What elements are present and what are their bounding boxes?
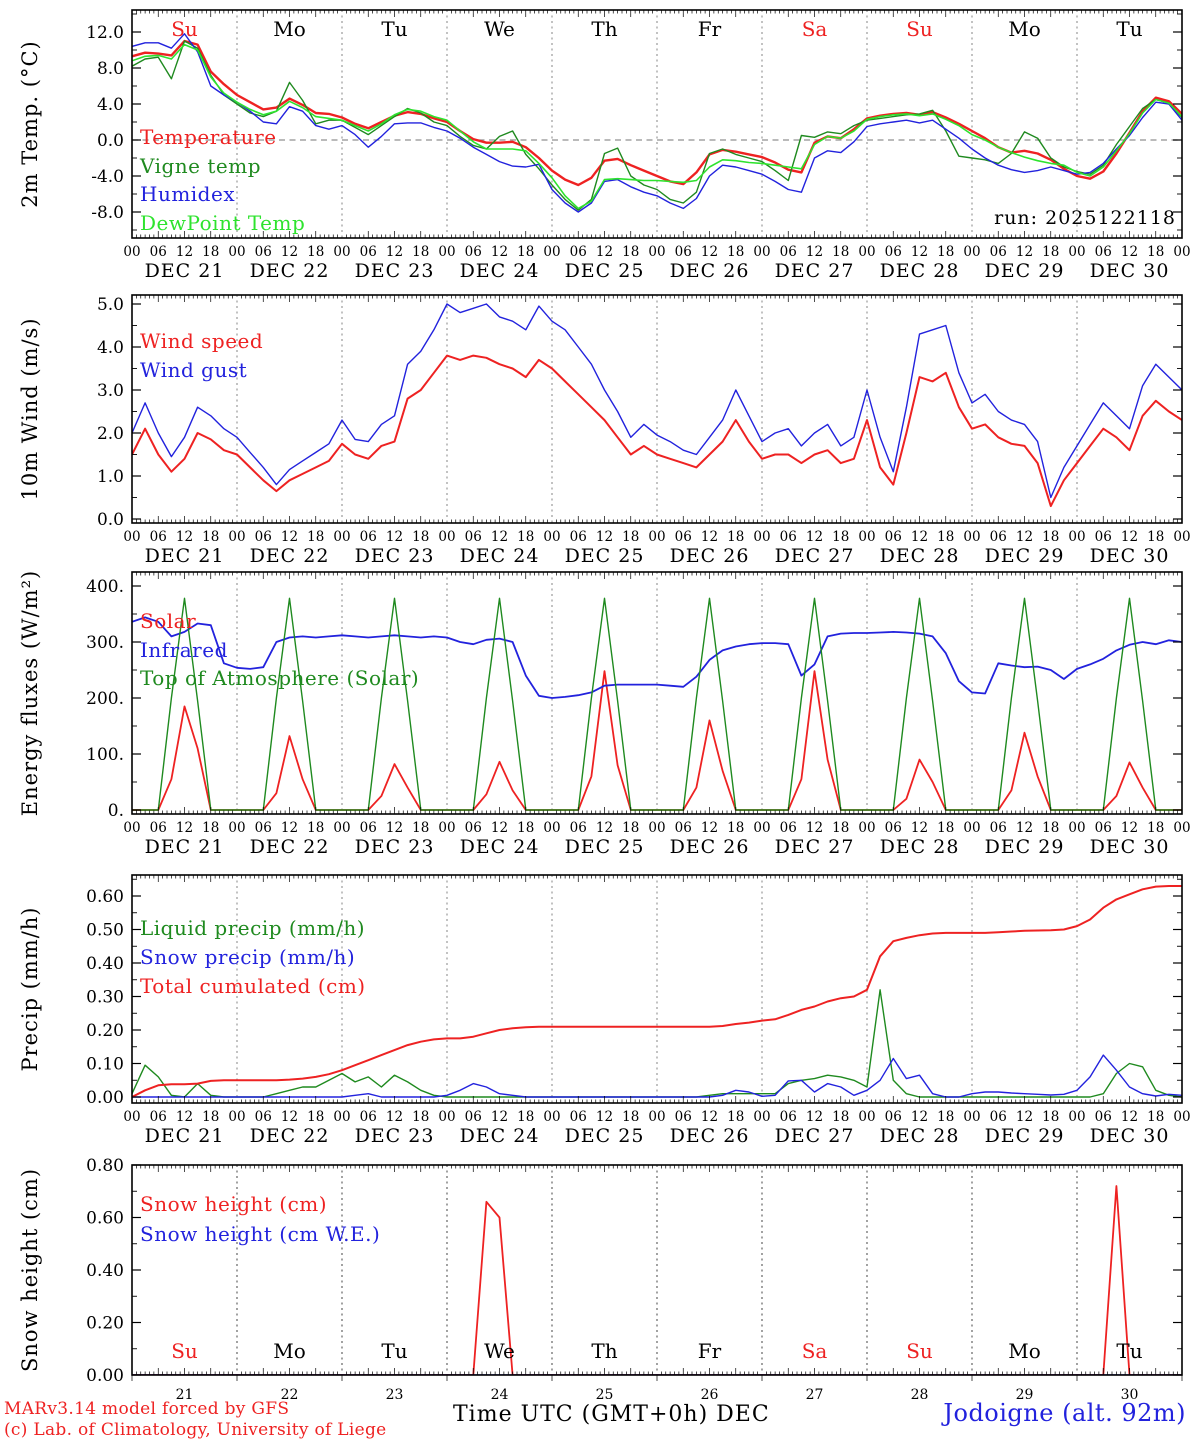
- svg-text:DEC 28: DEC 28: [879, 1125, 960, 1147]
- precip-axis-title: Precip (mm/h): [18, 906, 42, 1072]
- solar-line: [132, 671, 1182, 810]
- weekday-label: Sa: [801, 1339, 828, 1363]
- svg-text:0.60: 0.60: [86, 887, 124, 907]
- svg-text:06: 06: [779, 1109, 797, 1125]
- svg-text:DEC 24: DEC 24: [459, 545, 540, 567]
- wind-axis-title: 10m Wind (m/s): [18, 317, 42, 501]
- svg-text:12: 12: [385, 244, 404, 260]
- svg-text:12: 12: [280, 244, 299, 260]
- y-ticks: [86, 14, 1182, 230]
- day-number-label: 30: [1120, 1387, 1139, 1403]
- svg-text:06: 06: [884, 529, 902, 545]
- svg-text:DEC 29: DEC 29: [984, 1125, 1065, 1147]
- svg-text:06: 06: [149, 244, 167, 260]
- svg-text:DEC 29: DEC 29: [984, 545, 1065, 567]
- svg-text:DEC 29: DEC 29: [984, 836, 1065, 858]
- svg-text:00: 00: [543, 244, 561, 260]
- svg-text:12: 12: [700, 529, 719, 545]
- svg-text:06: 06: [1094, 820, 1112, 836]
- run-timestamp: run: 2025122118: [994, 207, 1176, 229]
- svg-text:0.40: 0.40: [86, 1261, 124, 1281]
- svg-text:00: 00: [228, 244, 246, 260]
- svg-text:00: 00: [1068, 820, 1086, 836]
- weekday-label: Sa: [801, 17, 828, 41]
- legend-total-cumulated: Total cumulated (cm): [140, 974, 366, 998]
- weekday-label: Su: [906, 17, 933, 41]
- time-axis-title: Time UTC (GMT+0h) DEC: [453, 1402, 770, 1427]
- svg-text:12: 12: [1015, 1109, 1034, 1125]
- svg-text:00: 00: [123, 820, 141, 836]
- svg-text:06: 06: [569, 244, 587, 260]
- weekday-label: Mo: [1008, 1339, 1041, 1363]
- svg-text:0.50: 0.50: [86, 920, 124, 941]
- svg-text:00: 00: [753, 244, 771, 260]
- svg-text:18: 18: [1042, 244, 1060, 260]
- panel-2: [86, 572, 1190, 858]
- svg-text:00: 00: [753, 529, 771, 545]
- svg-text:12: 12: [490, 529, 509, 545]
- svg-text:00: 00: [648, 1109, 666, 1125]
- svg-text:DEC 24: DEC 24: [459, 260, 540, 282]
- svg-text:DEC 22: DEC 22: [249, 545, 330, 567]
- svg-text:00: 00: [333, 820, 351, 836]
- svg-text:18: 18: [412, 820, 430, 836]
- svg-text:2.0: 2.0: [96, 424, 124, 444]
- svg-text:06: 06: [359, 820, 377, 836]
- svg-text:12: 12: [1120, 244, 1139, 260]
- svg-text:-4.0: -4.0: [91, 167, 124, 187]
- svg-text:DEC 21: DEC 21: [144, 1125, 225, 1147]
- svg-text:18: 18: [412, 529, 430, 545]
- weekday-label: Fr: [697, 17, 722, 41]
- svg-text:DEC 28: DEC 28: [879, 260, 960, 282]
- svg-text:06: 06: [464, 820, 482, 836]
- day-number-label: 28: [910, 1387, 929, 1403]
- svg-text:DEC 27: DEC 27: [774, 545, 855, 567]
- svg-text:18: 18: [1147, 529, 1165, 545]
- svg-text:18: 18: [727, 1109, 745, 1125]
- svg-text:18: 18: [517, 529, 535, 545]
- svg-text:18: 18: [1042, 820, 1060, 836]
- svg-text:18: 18: [622, 820, 640, 836]
- svg-text:DEC 25: DEC 25: [564, 1125, 645, 1147]
- svg-text:18: 18: [307, 1109, 325, 1125]
- day-number-label: 27: [805, 1387, 824, 1403]
- weekday-label: Mo: [273, 1339, 306, 1363]
- svg-text:06: 06: [359, 529, 377, 545]
- svg-text:18: 18: [622, 529, 640, 545]
- svg-text:18: 18: [307, 244, 325, 260]
- svg-text:1.0: 1.0: [96, 467, 124, 487]
- svg-text:DEC 26: DEC 26: [669, 260, 750, 282]
- svg-text:12: 12: [490, 244, 509, 260]
- svg-text:18: 18: [1042, 529, 1060, 545]
- svg-text:18: 18: [202, 529, 220, 545]
- svg-text:00: 00: [123, 244, 141, 260]
- svg-text:4.0: 4.0: [96, 338, 124, 358]
- svg-text:18: 18: [307, 529, 325, 545]
- svg-text:12: 12: [700, 244, 719, 260]
- svg-text:0.40: 0.40: [86, 954, 124, 974]
- svg-text:18: 18: [412, 244, 430, 260]
- svg-text:06: 06: [149, 529, 167, 545]
- legend-snow-precip: Snow precip (mm/h): [140, 945, 356, 969]
- svg-text:00: 00: [648, 820, 666, 836]
- svg-text:8.0: 8.0: [96, 59, 124, 79]
- svg-text:18: 18: [832, 244, 850, 260]
- svg-text:DEC 25: DEC 25: [564, 836, 645, 858]
- svg-text:00: 00: [963, 1109, 981, 1125]
- svg-text:06: 06: [149, 1109, 167, 1125]
- svg-text:0.10: 0.10: [86, 1054, 124, 1075]
- svg-text:DEC 30: DEC 30: [1089, 836, 1170, 858]
- svg-text:06: 06: [569, 529, 587, 545]
- temperature-line: [132, 41, 1182, 185]
- svg-text:12: 12: [700, 1109, 719, 1125]
- svg-text:DEC 21: DEC 21: [144, 260, 225, 282]
- svg-text:18: 18: [832, 529, 850, 545]
- svg-text:00: 00: [858, 820, 876, 836]
- svg-text:DEC 27: DEC 27: [774, 1125, 855, 1147]
- svg-text:12: 12: [490, 1109, 509, 1125]
- weekday-label: Fr: [697, 1339, 722, 1363]
- svg-text:00: 00: [228, 529, 246, 545]
- legend-vigne-temp: Vigne temp: [140, 154, 262, 178]
- svg-text:06: 06: [254, 1109, 272, 1125]
- svg-text:18: 18: [307, 820, 325, 836]
- svg-text:18: 18: [1147, 244, 1165, 260]
- svg-text:0.60: 0.60: [86, 1208, 124, 1229]
- svg-text:00: 00: [1068, 244, 1086, 260]
- weekday-label: Tu: [381, 1339, 408, 1363]
- svg-text:18: 18: [202, 820, 220, 836]
- svg-text:06: 06: [779, 244, 797, 260]
- weekday-label: Mo: [273, 17, 306, 41]
- svg-text:DEC 23: DEC 23: [354, 260, 435, 282]
- legend-toa-solar: Top of Atmosphere (Solar): [140, 666, 420, 690]
- svg-text:18: 18: [202, 1109, 220, 1125]
- svg-text:DEC 24: DEC 24: [459, 1125, 540, 1147]
- legend-snow-height-we: Snow height (cm W.E.): [140, 1222, 381, 1246]
- svg-text:12: 12: [1120, 820, 1139, 836]
- svg-text:06: 06: [884, 820, 902, 836]
- svg-text:DEC 30: DEC 30: [1089, 260, 1170, 282]
- svg-text:18: 18: [622, 1109, 640, 1125]
- svg-text:00: 00: [438, 244, 456, 260]
- svg-text:0.0: 0.0: [96, 131, 124, 151]
- day-number-label: 23: [385, 1387, 404, 1403]
- svg-text:DEC 25: DEC 25: [564, 260, 645, 282]
- svg-text:DEC 30: DEC 30: [1089, 1125, 1170, 1147]
- svg-text:12: 12: [175, 1109, 194, 1125]
- svg-text:0.: 0.: [107, 801, 124, 821]
- temp-axis-title: 2m Temp. (°C): [18, 40, 42, 208]
- svg-text:00: 00: [1068, 529, 1086, 545]
- svg-text:00: 00: [543, 1109, 561, 1125]
- day-number-label: 25: [595, 1387, 614, 1403]
- svg-text:00: 00: [1173, 244, 1191, 260]
- svg-text:18: 18: [727, 529, 745, 545]
- svg-text:18: 18: [832, 1109, 850, 1125]
- x-tick-labels: [123, 820, 1190, 858]
- svg-text:18: 18: [937, 820, 955, 836]
- svg-text:DEC 27: DEC 27: [774, 260, 855, 282]
- svg-text:06: 06: [674, 820, 692, 836]
- svg-text:18: 18: [202, 244, 220, 260]
- svg-text:18: 18: [937, 244, 955, 260]
- svg-text:06: 06: [254, 820, 272, 836]
- svg-text:12: 12: [595, 820, 614, 836]
- svg-text:06: 06: [569, 1109, 587, 1125]
- svg-text:00: 00: [438, 1109, 456, 1125]
- legend-wind-speed: Wind speed: [140, 329, 264, 353]
- svg-text:DEC 28: DEC 28: [879, 545, 960, 567]
- svg-text:00: 00: [543, 529, 561, 545]
- y-ticks: [86, 577, 1182, 821]
- svg-text:06: 06: [674, 529, 692, 545]
- weekday-label: Th: [591, 1339, 618, 1363]
- svg-text:DEC 26: DEC 26: [669, 1125, 750, 1147]
- svg-text:12: 12: [910, 820, 929, 836]
- liquid-precip-mm-h-line: [132, 990, 1182, 1097]
- svg-text:12: 12: [280, 1109, 299, 1125]
- svg-text:DEC 26: DEC 26: [669, 836, 750, 858]
- svg-text:06: 06: [989, 820, 1007, 836]
- svg-text:18: 18: [412, 1109, 430, 1125]
- svg-text:12: 12: [385, 820, 404, 836]
- svg-text:06: 06: [359, 244, 377, 260]
- legend-humidex: Humidex: [140, 182, 236, 206]
- svg-text:DEC 22: DEC 22: [249, 260, 330, 282]
- day-number-label: 22: [280, 1387, 299, 1403]
- svg-text:DEC 26: DEC 26: [669, 545, 750, 567]
- svg-text:00: 00: [648, 529, 666, 545]
- svg-text:18: 18: [622, 244, 640, 260]
- svg-text:00: 00: [228, 820, 246, 836]
- svg-text:12: 12: [805, 244, 824, 260]
- svg-text:300.: 300.: [86, 633, 124, 653]
- svg-text:12: 12: [910, 1109, 929, 1125]
- svg-text:12: 12: [280, 529, 299, 545]
- svg-text:06: 06: [149, 820, 167, 836]
- svg-text:00: 00: [858, 244, 876, 260]
- svg-text:06: 06: [779, 529, 797, 545]
- svg-text:0.00: 0.00: [86, 1088, 124, 1108]
- svg-text:00: 00: [858, 1109, 876, 1125]
- legend-wind-gust: Wind gust: [140, 358, 248, 382]
- svg-text:18: 18: [937, 1109, 955, 1125]
- svg-text:06: 06: [254, 244, 272, 260]
- svg-text:DEC 27: DEC 27: [774, 836, 855, 858]
- svg-text:DEC 30: DEC 30: [1089, 545, 1170, 567]
- x-tick-labels: [123, 1109, 1190, 1147]
- svg-text:06: 06: [884, 1109, 902, 1125]
- svg-text:00: 00: [963, 244, 981, 260]
- svg-text:12: 12: [175, 244, 194, 260]
- svg-text:00: 00: [228, 1109, 246, 1125]
- svg-text:00: 00: [438, 820, 456, 836]
- svg-text:06: 06: [989, 529, 1007, 545]
- weekday-label: Tu: [1116, 1339, 1143, 1363]
- svg-text:18: 18: [1042, 1109, 1060, 1125]
- svg-text:06: 06: [1094, 1109, 1112, 1125]
- snow-axis-title: Snow height (cm): [18, 1167, 42, 1373]
- lab-credit-line: (c) Lab. of Climatology, University of Liege: [4, 1420, 387, 1440]
- day-number-label: 26: [700, 1387, 719, 1403]
- weekday-label: Tu: [1116, 17, 1143, 41]
- svg-text:12: 12: [805, 529, 824, 545]
- svg-text:06: 06: [674, 244, 692, 260]
- legend-dewpoint-temp: DewPoint Temp: [140, 211, 306, 235]
- svg-text:00: 00: [333, 529, 351, 545]
- svg-text:00: 00: [1068, 1109, 1086, 1125]
- weekday-label: Tu: [381, 17, 408, 41]
- svg-text:DEC 23: DEC 23: [354, 836, 435, 858]
- svg-text:06: 06: [464, 244, 482, 260]
- svg-text:18: 18: [517, 1109, 535, 1125]
- svg-text:06: 06: [359, 1109, 377, 1125]
- svg-text:06: 06: [1094, 529, 1112, 545]
- x-tick-labels: [123, 244, 1190, 282]
- svg-text:0.00: 0.00: [86, 1366, 124, 1386]
- svg-text:5.0: 5.0: [96, 295, 124, 315]
- svg-text:00: 00: [858, 529, 876, 545]
- svg-text:18: 18: [1147, 820, 1165, 836]
- svg-text:0.30: 0.30: [86, 987, 124, 1008]
- svg-text:0.80: 0.80: [86, 1156, 124, 1176]
- svg-text:00: 00: [123, 529, 141, 545]
- svg-text:12: 12: [595, 1109, 614, 1125]
- svg-text:00: 00: [123, 1109, 141, 1125]
- svg-text:00: 00: [333, 1109, 351, 1125]
- svg-text:18: 18: [1147, 1109, 1165, 1125]
- svg-text:06: 06: [464, 529, 482, 545]
- svg-text:12: 12: [700, 820, 719, 836]
- svg-text:00: 00: [1173, 529, 1191, 545]
- svg-text:DEC 23: DEC 23: [354, 1125, 435, 1147]
- svg-text:18: 18: [727, 244, 745, 260]
- svg-text:4.0: 4.0: [96, 95, 124, 115]
- svg-text:00: 00: [1173, 1109, 1191, 1125]
- svg-text:12: 12: [805, 1109, 824, 1125]
- svg-text:12: 12: [1015, 529, 1034, 545]
- svg-text:00: 00: [333, 244, 351, 260]
- svg-text:DEC 29: DEC 29: [984, 260, 1065, 282]
- svg-text:18: 18: [517, 244, 535, 260]
- svg-text:12: 12: [1120, 529, 1139, 545]
- legend-temperature: Temperature: [140, 125, 277, 149]
- svg-text:-8.0: -8.0: [91, 203, 124, 223]
- svg-text:12: 12: [910, 244, 929, 260]
- energy-axis-title: Energy fluxes (W/m²): [18, 569, 42, 817]
- svg-text:DEC 28: DEC 28: [879, 836, 960, 858]
- svg-text:00: 00: [753, 820, 771, 836]
- svg-text:18: 18: [517, 820, 535, 836]
- svg-text:0.0: 0.0: [96, 510, 124, 530]
- svg-text:06: 06: [989, 1109, 1007, 1125]
- svg-text:00: 00: [543, 820, 561, 836]
- svg-text:12: 12: [280, 820, 299, 836]
- day-number-label: 24: [490, 1387, 509, 1403]
- model-credit-line: MARv3.14 model forced by GFS: [4, 1399, 290, 1419]
- svg-text:12: 12: [1015, 820, 1034, 836]
- svg-text:18: 18: [727, 820, 745, 836]
- svg-text:06: 06: [1094, 244, 1112, 260]
- svg-text:12: 12: [595, 244, 614, 260]
- weekday-label: Th: [591, 17, 618, 41]
- svg-text:12: 12: [385, 1109, 404, 1125]
- svg-text:12: 12: [385, 529, 404, 545]
- x-tick-labels: [123, 529, 1190, 567]
- svg-text:DEC 21: DEC 21: [144, 836, 225, 858]
- svg-text:06: 06: [989, 244, 1007, 260]
- svg-text:00: 00: [963, 529, 981, 545]
- svg-text:06: 06: [779, 820, 797, 836]
- svg-text:12: 12: [175, 820, 194, 836]
- weekday-label: We: [484, 17, 515, 41]
- station-label: Jodoigne (alt. 92m): [943, 1399, 1186, 1427]
- svg-text:12: 12: [490, 820, 509, 836]
- svg-text:3.0: 3.0: [96, 381, 124, 401]
- svg-text:06: 06: [254, 529, 272, 545]
- svg-text:DEC 24: DEC 24: [459, 836, 540, 858]
- legend-snow-height: Snow height (cm): [140, 1192, 328, 1216]
- weekday-label: Su: [171, 1339, 198, 1363]
- weekday-label: Su: [906, 1339, 933, 1363]
- svg-text:DEC 23: DEC 23: [354, 545, 435, 567]
- svg-text:12: 12: [1120, 1109, 1139, 1125]
- svg-text:12: 12: [1015, 244, 1034, 260]
- svg-text:00: 00: [438, 529, 456, 545]
- day-number-label: 29: [1015, 1387, 1034, 1403]
- svg-text:12: 12: [910, 529, 929, 545]
- svg-text:00: 00: [753, 1109, 771, 1125]
- svg-text:06: 06: [569, 820, 587, 836]
- day-number-label: 21: [175, 1387, 194, 1403]
- weekday-label: Mo: [1008, 17, 1041, 41]
- svg-text:00: 00: [1173, 820, 1191, 836]
- svg-text:12: 12: [805, 820, 824, 836]
- svg-text:DEC 22: DEC 22: [249, 1125, 330, 1147]
- svg-text:12.0: 12.0: [86, 23, 124, 43]
- svg-text:06: 06: [884, 244, 902, 260]
- svg-text:06: 06: [674, 1109, 692, 1125]
- svg-text:18: 18: [937, 529, 955, 545]
- weekday-label: Su: [171, 17, 198, 41]
- svg-text:DEC 22: DEC 22: [249, 836, 330, 858]
- svg-text:DEC 25: DEC 25: [564, 545, 645, 567]
- svg-text:100.: 100.: [86, 745, 124, 765]
- svg-text:00: 00: [648, 244, 666, 260]
- svg-text:0.20: 0.20: [86, 1313, 124, 1334]
- svg-text:06: 06: [464, 1109, 482, 1125]
- svg-text:0.20: 0.20: [86, 1021, 124, 1041]
- legend-infrared: Infrared: [140, 638, 228, 662]
- svg-text:12: 12: [595, 529, 614, 545]
- svg-text:00: 00: [963, 820, 981, 836]
- svg-text:12: 12: [175, 529, 194, 545]
- weekday-label: We: [484, 1339, 515, 1363]
- legend-solar: Solar: [140, 609, 197, 633]
- svg-text:400.: 400.: [86, 577, 124, 597]
- svg-text:18: 18: [832, 820, 850, 836]
- legend-liquid-precip: Liquid precip (mm/h): [140, 916, 366, 940]
- svg-text:DEC 21: DEC 21: [144, 545, 225, 567]
- svg-text:200.: 200.: [86, 689, 124, 709]
